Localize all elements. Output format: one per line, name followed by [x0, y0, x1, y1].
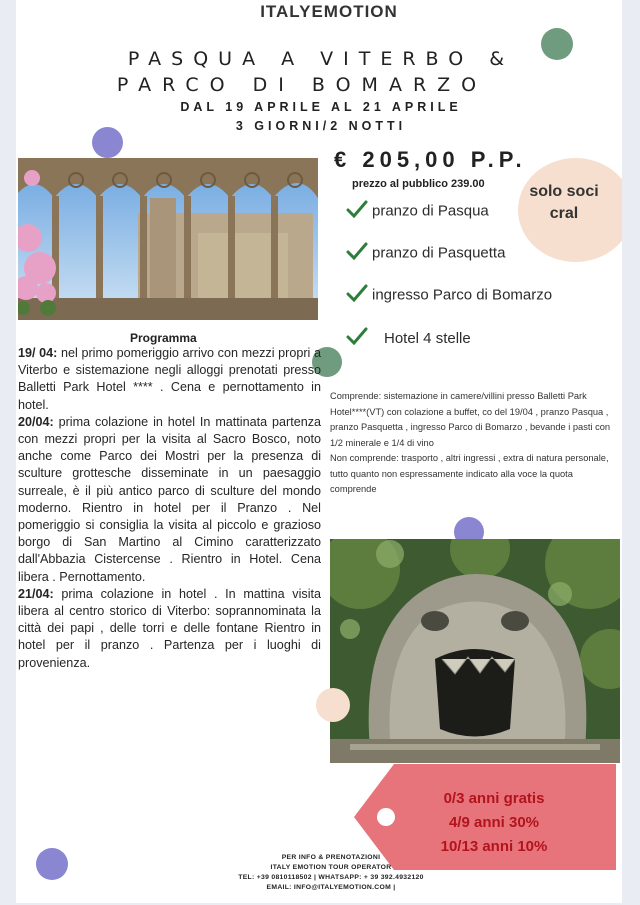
check-icon [346, 242, 370, 264]
excludes-text: Non comprende: trasporto , altri ingressi , extra di natura personale, tutto quanto non espressamente indicato alla voce la quota comprende [330, 453, 609, 494]
program-day [18, 586, 321, 672]
feature-label: pranzo di Pasquetta [372, 244, 506, 262]
decor-dot-purple [92, 127, 123, 158]
discount-line: 10/13 anni 10% [440, 838, 548, 855]
members-only-badge [518, 158, 622, 262]
feature-item [346, 200, 489, 222]
dates-line: DAL 19 APRILE AL 21 APRILE [180, 100, 462, 114]
includes-block [330, 389, 620, 498]
brand-logo: ITALYEMOTION [260, 2, 398, 21]
program-text [18, 345, 321, 672]
badge-line-1: solo soci [529, 183, 599, 200]
program-day [18, 345, 321, 414]
feature-label: pranzo di Pasqua [372, 202, 489, 220]
bomarzo-monster-photo [330, 539, 620, 763]
program-day [18, 414, 321, 586]
feature-item [346, 284, 552, 306]
program-day-date: 20/04: [18, 414, 54, 429]
title-line-1: PASQUA A VITERBO & [127, 48, 515, 70]
includes-text: Comprende: sistemazione in camere/villini presso Balletti Park Hotel****(VT) con colazione a buffet, co del 19/04 , pranzo Pasqua , pranzo Pasquetta , ingresso Parco di Bomarzo , bevande i pasti con 1/2 minerale e 1/4 di vino [330, 391, 611, 448]
discount-line: 0/3 anni gratis [443, 790, 545, 807]
decor-dot-purple [36, 848, 68, 880]
footer-line: PER INFO & PRENOTAZIONI [281, 854, 381, 861]
program-day-text: prima colazione in hotel . In mattina visita libera al centro storico di Viterbo: soprannominata la città dei papi , delle torri e delle fontane Rientro in hotel per il pranzo . Partenza per i luoghi di provenienza. [18, 586, 321, 670]
footer-line: TEL: +39 0810118502 | WHATSAPP: + 39 392.4932120 [238, 874, 424, 881]
feature-label: Hotel 4 stelle [384, 329, 471, 347]
program-day-text: nel primo pomeriggio arrivo con mezzi propri a Viterbo e sistemazione negli alloggi prenotati presso Balletti Park Hotel **** . Cena e pernottamento in hotel. [18, 346, 322, 412]
contact-footer [186, 853, 476, 893]
title-line-2: PARCO DI BOMARZO [116, 74, 488, 96]
discount-line: 4/9 anni 30% [448, 814, 540, 831]
price-main: € 205,00 P.P. [334, 147, 527, 172]
feature-item [346, 242, 505, 264]
badge-line-2: cral [549, 205, 579, 222]
check-icon [346, 284, 370, 306]
program-day-date: 19/ 04: [18, 346, 58, 360]
feature-label: ingresso Parco di Bomarzo [372, 286, 553, 304]
check-icon [346, 327, 370, 349]
program-day-text: prima colazione in hotel In mattinata partenza con mezzi propri per la visita al Sacro Bosco, noto anche come Parco dei Mostri per la presenza di sculture grottesche disseminate in un paesaggio surreale, è il più antico parco di sculture del mondo moderno. Rientro in hotel per il Pranzo . Nel pomeriggio si consiglia la visita al piccolo e grazioso borgo di San Martino al Cimino caratterizzato dall'Abbazia Cistercense . Rientro in Hotel. Cena libera . Pernottamento. [18, 414, 322, 584]
program-title: Programma [130, 331, 197, 345]
flyer-sheet [16, 0, 622, 903]
footer-line: ITALY EMOTION TOUR OPERATOR [270, 864, 392, 871]
feature-item [346, 327, 471, 349]
footer-line: EMAIL: INFO@ITALYEMOTION.COM | [266, 884, 396, 891]
public-price: prezzo al pubblico 239.00 [352, 178, 485, 190]
cloister-photo [18, 158, 318, 320]
decor-dot-green [541, 28, 573, 60]
duration-line: 3 GIORNI/2 NOTTI [235, 119, 407, 133]
check-icon [346, 200, 370, 222]
program-day-date: 21/04: [18, 586, 54, 601]
decor-dot-peach [316, 688, 350, 722]
